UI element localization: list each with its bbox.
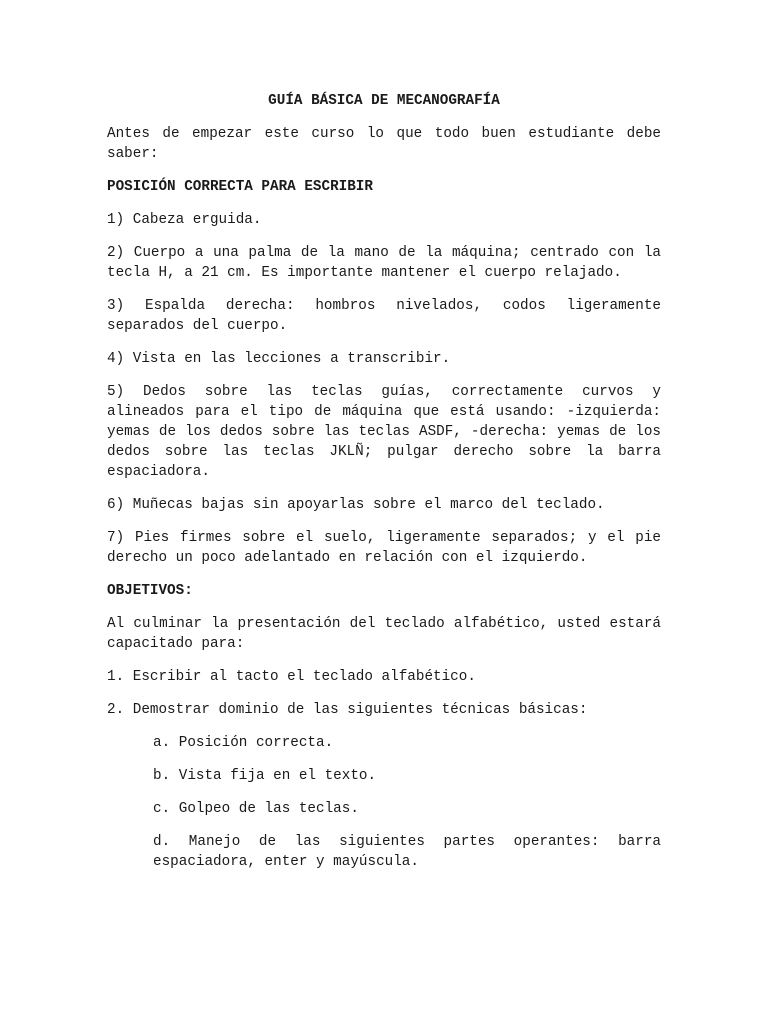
posture-item: 6) Muñecas bajas sin apoyarlas sobre el marco del teclado. [107, 497, 605, 513]
posture-item: 2) Cuerpo a una palma de la mano de la máquina; centrado con la tecla H, a 21 cm. Es importante mantener el cuerpo relajado. [107, 245, 661, 281]
document-title: GUÍA BÁSICA DE MECANOGRAFÍA [268, 93, 500, 109]
technique-item: c. Golpeo de las teclas. [153, 801, 359, 817]
posture-item: 5) Dedos sobre las teclas guías, correctamente curvos y alineados para el tipo de máquina que está usando: -izquierda: yemas de los dedos sobre las teclas ASDF, -derecha: yemas de los dedos sobre las teclas JKLÑ; pulgar derecho sobre la barra espaciadora. [107, 384, 661, 480]
posture-item: 3) Espalda derecha: hombros nivelados, codos ligeramente separados del cuerpo. [107, 298, 661, 334]
objective-item: 1. Escribir al tacto el teclado alfabético. [107, 669, 476, 685]
intro-paragraph: Antes de empezar este curso lo que todo buen estudiante debe saber: [107, 126, 661, 162]
posture-item: 7) Pies firmes sobre el suelo, ligeramente separados; y el pie derecho un poco adelantado en relación con el izquierdo. [107, 530, 661, 566]
section-heading-posture: POSICIÓN CORRECTA PARA ESCRIBIR [107, 179, 373, 195]
section-heading-objectives: OBJETIVOS: [107, 583, 193, 599]
objectives-intro: Al culminar la presentación del teclado alfabético, usted estará capacitado para: [107, 616, 661, 652]
posture-item: 1) Cabeza erguida. [107, 212, 262, 228]
technique-item: d. Manejo de las siguientes partes operantes: barra espaciadora, enter y mayúscula. [153, 834, 661, 870]
document-page [107, 91, 661, 885]
posture-item: 4) Vista en las lecciones a transcribir. [107, 351, 451, 367]
objective-item: 2. Demostrar dominio de las siguientes técnicas básicas: [107, 702, 588, 718]
technique-item: a. Posición correcta. [153, 735, 334, 751]
technique-item: b. Vista fija en el texto. [153, 768, 377, 784]
